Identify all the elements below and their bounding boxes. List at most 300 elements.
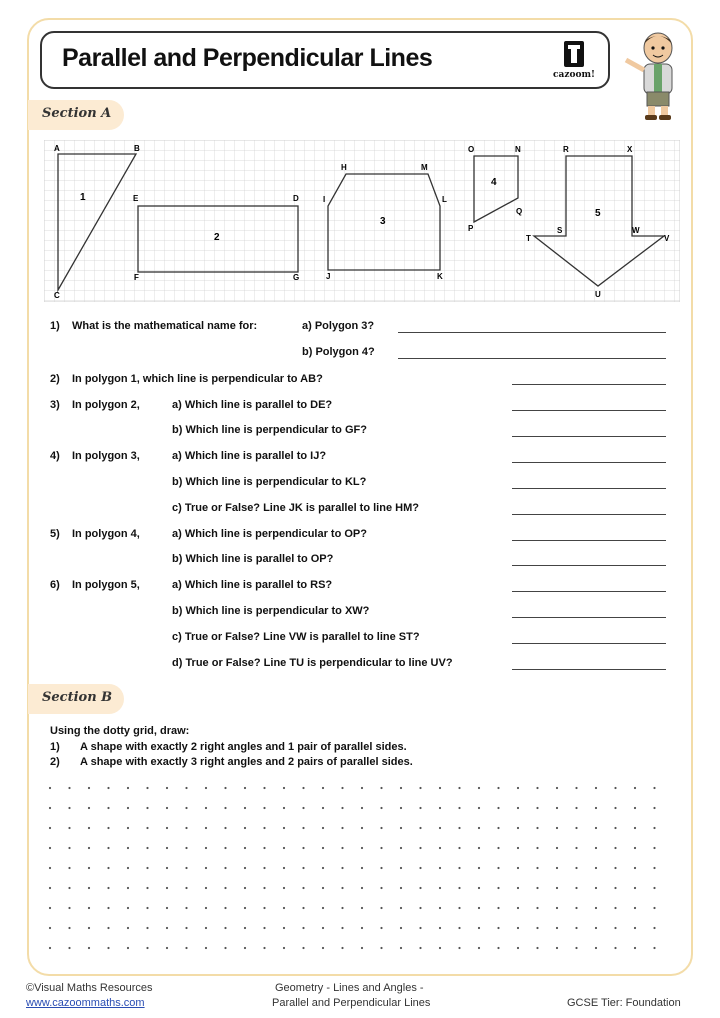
grid-dot [322, 807, 324, 809]
grid-dot [361, 787, 363, 789]
grid-dot [380, 887, 382, 889]
grid-dot [556, 887, 558, 889]
vertex-label: L [442, 195, 447, 204]
vertex-label: O [468, 145, 475, 154]
question-part: c) True or False? Line VW is parallel to line ST? [172, 631, 420, 643]
grid-dot [575, 907, 577, 909]
grid-dot [614, 907, 616, 909]
grid-dot [283, 827, 285, 829]
grid-dot [107, 867, 109, 869]
question-part: b) Polygon 4? [302, 346, 375, 358]
grid-dot [575, 787, 577, 789]
question-stem: In polygon 1, which line is perpendicular to AB? [72, 373, 323, 385]
question-number: 4) [50, 450, 60, 462]
grid-dot [653, 887, 655, 889]
vertex-label: F [134, 273, 139, 282]
grid-dot [614, 947, 616, 949]
grid-dot [263, 947, 265, 949]
grid-dot [263, 907, 265, 909]
grid-dot [166, 847, 168, 849]
grid-dot [224, 867, 226, 869]
grid-dot [458, 867, 460, 869]
grid-dot [458, 827, 460, 829]
grid-dot [185, 847, 187, 849]
grid-dot [361, 947, 363, 949]
grid-dot [107, 787, 109, 789]
grid-dot [127, 907, 129, 909]
grid-dot [127, 867, 129, 869]
grid-dot [322, 887, 324, 889]
grid-dot [68, 827, 70, 829]
grid-dot [653, 847, 655, 849]
grid-dot [341, 827, 343, 829]
grid-dot [224, 787, 226, 789]
answer-line[interactable] [512, 565, 666, 566]
grid-dot [614, 807, 616, 809]
grid-dot [536, 807, 538, 809]
grid-dot [380, 927, 382, 929]
answer-line[interactable] [512, 436, 666, 437]
question-number: 6) [50, 579, 60, 591]
vertex-label: H [341, 163, 347, 172]
grid-dot [458, 787, 460, 789]
grid-dot [322, 867, 324, 869]
grid-dot [478, 827, 480, 829]
grid-dot [595, 907, 597, 909]
grid-dot [595, 927, 597, 929]
grid-dot [380, 867, 382, 869]
question-part: a) Which line is parallel to RS? [172, 579, 333, 591]
grid-dot [361, 827, 363, 829]
grid-dot [68, 947, 70, 949]
grid-dot [185, 807, 187, 809]
answer-line[interactable] [512, 617, 666, 618]
grid-dot [575, 887, 577, 889]
answer-line[interactable] [512, 669, 666, 670]
grid-dot [263, 867, 265, 869]
grid-dot [127, 847, 129, 849]
answer-line[interactable] [512, 514, 666, 515]
grid-dot [400, 827, 402, 829]
grid-dot [88, 827, 90, 829]
grid-dot [146, 887, 148, 889]
question-part: b) Which line is perpendicular to KL? [172, 476, 367, 488]
grid-dot [185, 927, 187, 929]
grid-dot [127, 787, 129, 789]
grid-dot [341, 927, 343, 929]
grid-dot [439, 887, 441, 889]
vertex-label: K [437, 272, 443, 281]
grid-dot [302, 827, 304, 829]
grid-dot [400, 907, 402, 909]
page-title: Parallel and Perpendicular Lines [62, 44, 433, 72]
answer-line[interactable] [512, 591, 666, 592]
grid-dot [244, 907, 246, 909]
grid-dot [497, 787, 499, 789]
grid-dot [205, 807, 207, 809]
grid-dot [302, 807, 304, 809]
grid-dot [49, 847, 51, 849]
footer-website-link[interactable]: www.cazoommaths.com [26, 997, 145, 1009]
grid-dot [49, 907, 51, 909]
question-part: b) Which line is parallel to OP? [172, 553, 334, 565]
grid-dot [68, 847, 70, 849]
question-number: 3) [50, 399, 60, 411]
grid-dot [263, 787, 265, 789]
grid-dot [614, 787, 616, 789]
question-part: c) True or False? Line JK is parallel to line HM? [172, 502, 419, 514]
grid-dot [536, 887, 538, 889]
question-part: a) Which line is parallel to IJ? [172, 450, 327, 462]
grid-dot [283, 907, 285, 909]
question-part: b) Which line is perpendicular to GF? [172, 424, 367, 436]
grid-dot [185, 947, 187, 949]
grid-dot [400, 947, 402, 949]
grid-dot [224, 927, 226, 929]
grid-dot [244, 887, 246, 889]
grid-dot [517, 927, 519, 929]
question-stem: In polygon 2, [72, 399, 140, 411]
grid-dot [185, 827, 187, 829]
grid-dot [478, 807, 480, 809]
section-b-intro: Using the dotty grid, draw: [50, 725, 190, 737]
grid-dot [653, 807, 655, 809]
grid-dot [166, 887, 168, 889]
grid-dot [302, 847, 304, 849]
grid-dot [556, 847, 558, 849]
grid-dot [439, 807, 441, 809]
grid-dot [419, 847, 421, 849]
grid-dot [419, 927, 421, 929]
grid-dot [263, 827, 265, 829]
footer-topic-line1: Geometry - Lines and Angles - [275, 982, 424, 994]
grid-dot [68, 887, 70, 889]
grid-dot [166, 827, 168, 829]
grid-dot [107, 807, 109, 809]
footer-topic-line2: Parallel and Perpendicular Lines [272, 997, 431, 1009]
grid-dot [205, 827, 207, 829]
grid-dot [224, 907, 226, 909]
grid-dot [595, 807, 597, 809]
section-b-item: A shape with exactly 3 right angles and 2 pairs of parallel sides. [80, 756, 413, 768]
grid-dot [283, 947, 285, 949]
answer-line[interactable] [512, 488, 666, 489]
grid-dot [302, 887, 304, 889]
grid-dot [419, 787, 421, 789]
vertex-label: B [134, 144, 140, 153]
grid-dot [439, 947, 441, 949]
section-a-tab [28, 100, 124, 130]
question-stem: In polygon 3, [72, 450, 140, 462]
grid-dot [49, 927, 51, 929]
grid-dot [244, 807, 246, 809]
grid-dot [88, 887, 90, 889]
grid-dot [595, 887, 597, 889]
grid-dot [400, 887, 402, 889]
grid-dot [653, 927, 655, 929]
grid-dot [205, 947, 207, 949]
grid-dot [127, 827, 129, 829]
grid-dot [536, 907, 538, 909]
grid-dot [634, 847, 636, 849]
question-part: b) Which line is perpendicular to XW? [172, 605, 370, 617]
grid-dot [88, 927, 90, 929]
vertex-label: X [627, 145, 633, 154]
vertex-label: A [54, 144, 60, 153]
question-number: 5) [50, 528, 60, 540]
grid-dot [49, 947, 51, 949]
polygon-number: 4 [491, 177, 497, 188]
grid-dot [595, 827, 597, 829]
grid-dot [166, 807, 168, 809]
grid-dot [205, 787, 207, 789]
grid-dot [419, 907, 421, 909]
grid-dot [536, 847, 538, 849]
grid-dot [146, 867, 148, 869]
grid-dot [634, 807, 636, 809]
grid-dot [68, 907, 70, 909]
vertex-label: I [323, 195, 326, 204]
grid-dot [322, 787, 324, 789]
section-b-label: Section B [42, 690, 113, 705]
grid-dot [127, 927, 129, 929]
grid-dot [341, 847, 343, 849]
answer-line[interactable] [512, 410, 666, 411]
polygon-number: 2 [214, 232, 220, 243]
grid-dot [205, 867, 207, 869]
grid-dot [341, 867, 343, 869]
grid-dot [517, 847, 519, 849]
grid-dot [536, 927, 538, 929]
grid-dot [556, 807, 558, 809]
grid-dot [439, 827, 441, 829]
grid-dot [224, 807, 226, 809]
grid-dot [49, 867, 51, 869]
grid-dot [322, 827, 324, 829]
grid-dot [497, 847, 499, 849]
vertex-label: Q [516, 207, 523, 216]
grid-dot [361, 887, 363, 889]
vertex-label: J [326, 272, 331, 281]
vertex-label: S [557, 226, 563, 235]
answer-line[interactable] [512, 540, 666, 541]
section-b-tab [28, 684, 124, 714]
grid-dot [536, 787, 538, 789]
grid-dot [341, 907, 343, 909]
grid-dot [341, 807, 343, 809]
grid-dot [107, 827, 109, 829]
grid-dot [244, 927, 246, 929]
grid-dot [88, 847, 90, 849]
grid-dot [283, 847, 285, 849]
vertex-label: W [632, 226, 640, 235]
question-stem: In polygon 5, [72, 579, 140, 591]
grid-dot [614, 847, 616, 849]
section-a-label: Section A [42, 106, 112, 121]
grid-dot [536, 867, 538, 869]
grid-dot [653, 907, 655, 909]
grid-dot [49, 807, 51, 809]
grid-dot [263, 887, 265, 889]
grid-dot [400, 787, 402, 789]
grid-dot [322, 847, 324, 849]
grid-dot [634, 927, 636, 929]
vertex-label: D [293, 194, 299, 203]
grid-dot [88, 907, 90, 909]
question-number: 1) [50, 320, 60, 332]
grid-dot [400, 927, 402, 929]
grid-dot [614, 827, 616, 829]
grid-dot [595, 947, 597, 949]
grid-dot [244, 947, 246, 949]
grid-dot [478, 887, 480, 889]
grid-dot [68, 927, 70, 929]
grid-dot [478, 907, 480, 909]
grid-dot [458, 907, 460, 909]
grid-dot [556, 947, 558, 949]
grid-dot [322, 907, 324, 909]
grid-dot [634, 787, 636, 789]
section-b-item-number: 1) [50, 741, 60, 753]
grid-dot [595, 847, 597, 849]
grid-dot [575, 827, 577, 829]
grid-dot [556, 907, 558, 909]
grid-dot [517, 867, 519, 869]
grid-dot [634, 867, 636, 869]
grid-dot [595, 787, 597, 789]
footer-tier: GCSE Tier: Foundation [567, 997, 681, 1009]
answer-line[interactable] [512, 462, 666, 463]
grid-dot [263, 847, 265, 849]
grid-dot [458, 807, 460, 809]
grid-dot [322, 947, 324, 949]
grid-dot [634, 907, 636, 909]
answer-line[interactable] [512, 643, 666, 644]
grid-dot [497, 867, 499, 869]
grid-dot [88, 807, 90, 809]
answer-line[interactable] [398, 358, 666, 359]
answer-line[interactable] [398, 332, 666, 333]
question-stem: In polygon 4, [72, 528, 140, 540]
grid-dot [49, 887, 51, 889]
footer-copyright: ©Visual Maths Resources [26, 982, 153, 994]
grid-dot [146, 827, 148, 829]
grid-dot [283, 787, 285, 789]
grid-dot [263, 927, 265, 929]
grid-dot [127, 887, 129, 889]
grid-dot [302, 927, 304, 929]
grid-dot [224, 887, 226, 889]
grid-dot [322, 927, 324, 929]
grid-dot [341, 787, 343, 789]
grid-dot [497, 887, 499, 889]
mascot-boy-illustration [620, 30, 696, 122]
grid-dot [146, 807, 148, 809]
grid-dot [166, 907, 168, 909]
grid-dot [419, 807, 421, 809]
grid-dot [244, 847, 246, 849]
grid-dot [283, 927, 285, 929]
vertex-label: P [468, 224, 474, 233]
grid-dot [575, 847, 577, 849]
grid-dot [400, 847, 402, 849]
grid-dot [497, 807, 499, 809]
grid-dot [458, 847, 460, 849]
title-box [40, 31, 610, 89]
grid-dot [575, 947, 577, 949]
grid-dot [361, 907, 363, 909]
section-b-item: A shape with exactly 2 right angles and 1 pair of parallel sides. [80, 741, 407, 753]
grid-dot [146, 847, 148, 849]
geometry-figure [44, 140, 680, 302]
grid-dot [341, 887, 343, 889]
grid-dot [556, 827, 558, 829]
grid-dot [302, 787, 304, 789]
question-part: d) True or False? Line TU is perpendicular to line UV? [172, 657, 453, 669]
grid-dot [517, 947, 519, 949]
grid-dot [478, 927, 480, 929]
grid-dot [380, 847, 382, 849]
logo-text: cazoom! [553, 70, 595, 80]
grid-dot [361, 847, 363, 849]
grid-dot [88, 947, 90, 949]
grid-dot [166, 947, 168, 949]
grid-dot [68, 807, 70, 809]
grid-dot [380, 907, 382, 909]
grid-dot [634, 827, 636, 829]
footer-website-wrap [26, 997, 145, 1009]
grid-dot [107, 927, 109, 929]
grid-dot [146, 787, 148, 789]
vertex-label: G [293, 273, 300, 282]
grid-dot [536, 827, 538, 829]
grid-dot [634, 947, 636, 949]
grid-dot [361, 927, 363, 929]
grid-dot [536, 947, 538, 949]
grid-dot [419, 947, 421, 949]
grid-dot [478, 787, 480, 789]
polygon-number: 5 [595, 208, 601, 219]
grid-dot [68, 867, 70, 869]
question-part: a) Which line is perpendicular to OP? [172, 528, 367, 540]
grid-dot [653, 787, 655, 789]
grid-dot [556, 927, 558, 929]
grid-dot [380, 947, 382, 949]
grid-dot [517, 827, 519, 829]
grid-dot [146, 947, 148, 949]
grid-dot [439, 787, 441, 789]
grid-dot [166, 927, 168, 929]
grid-dot [614, 867, 616, 869]
grid-dot [419, 867, 421, 869]
grid-dot [107, 887, 109, 889]
grid-dot [439, 927, 441, 929]
grid-dot [517, 887, 519, 889]
dotty-grid[interactable] [40, 780, 680, 960]
grid-dot [146, 907, 148, 909]
grid-dot [49, 827, 51, 829]
grid-dot [49, 787, 51, 789]
grid-dot [361, 807, 363, 809]
grid-dot [224, 847, 226, 849]
grid-dot [380, 787, 382, 789]
answer-line[interactable] [512, 384, 666, 385]
grid-dot [575, 927, 577, 929]
grid-dot [205, 847, 207, 849]
section-b-item-number: 2) [50, 756, 60, 768]
grid-dot [614, 887, 616, 889]
grid-dot [478, 867, 480, 869]
